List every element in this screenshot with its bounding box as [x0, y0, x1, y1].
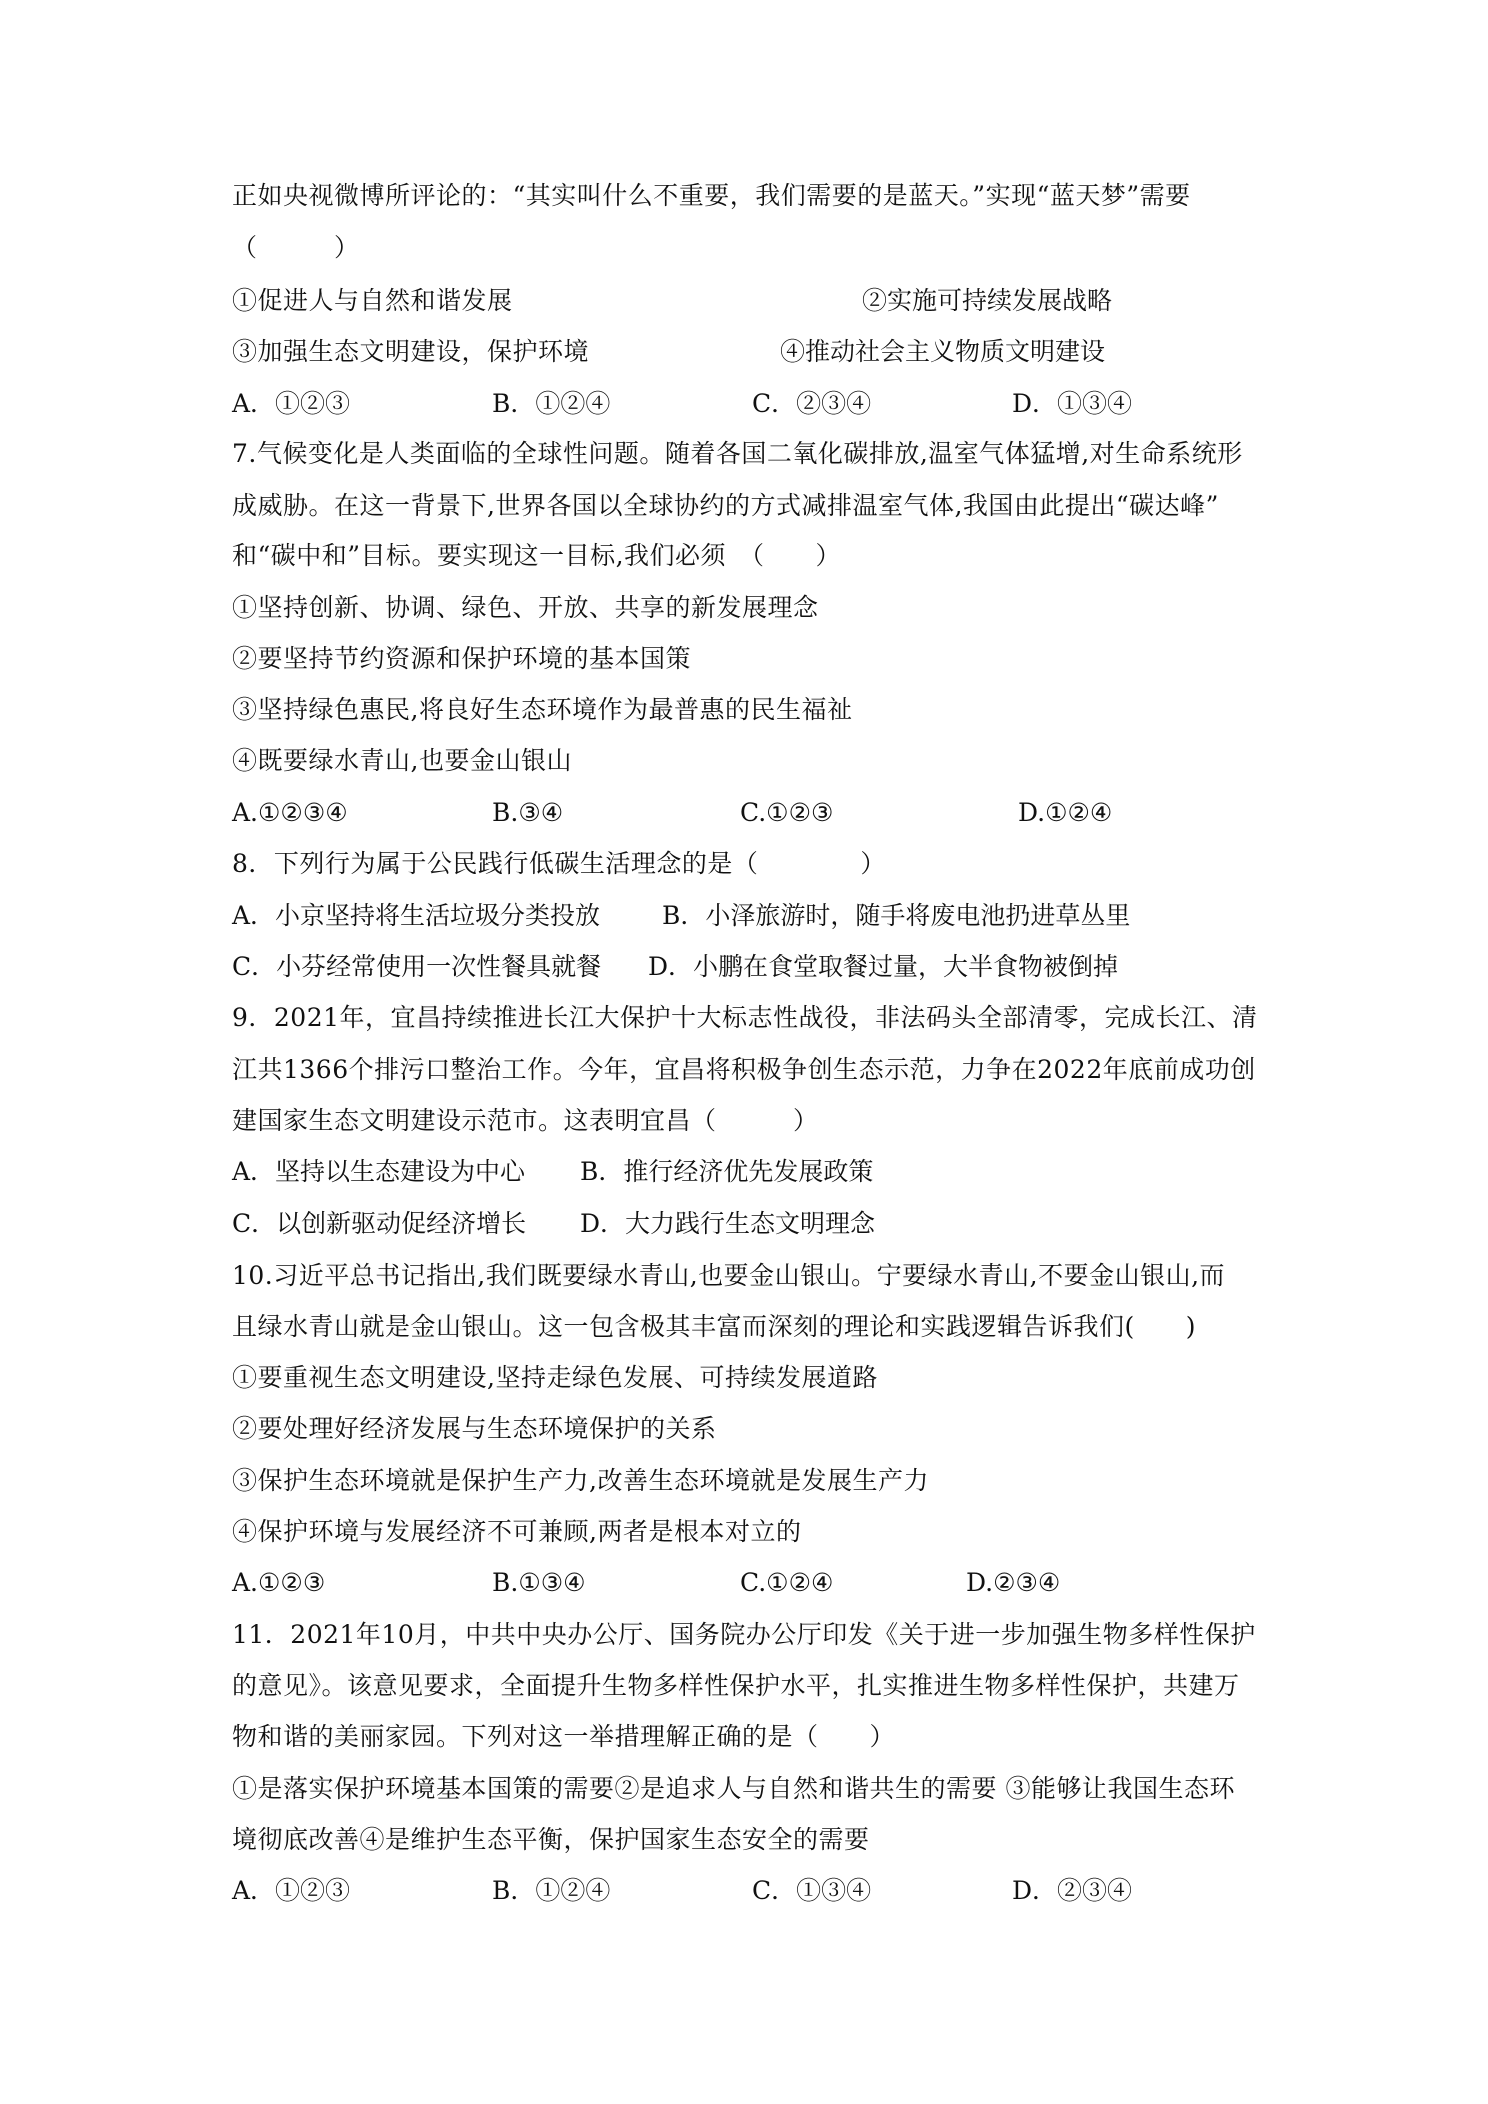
q10-item3: ③保护生态环境就是保护生产力,改善生态环境就是发展生产力 — [232, 1466, 929, 1495]
q9-stem-line2: 江共1366个排污口整治工作。今年，宜昌将积极争创生态示范，力争在2022年底前成功创 — [232, 1055, 1256, 1084]
q11-option-a: A．①②③ — [232, 1876, 351, 1905]
q9-option-d: D．大力践行生态文明理念 — [580, 1209, 876, 1238]
q10-option-b: B.①③④ — [492, 1568, 586, 1597]
q10-item4: ④保护环境与发展经济不可兼顾,两者是根本对立的 — [232, 1517, 802, 1546]
q9-option-a: A．坚持以生态建设为中心 — [232, 1157, 526, 1186]
q10-option-a: A.①②③ — [232, 1568, 326, 1597]
q10-item2: ②要处理好经济发展与生态环境保护的关系 — [232, 1414, 717, 1443]
q6-option-a: A．①②③ — [232, 389, 351, 418]
q10-stem-line1: 10.习近平总书记指出,我们既要绿水青山,也要金山银山。宁要绿水青山,不要金山银山,而 — [232, 1261, 1226, 1290]
q7-stem-line3: 和“碳中和”目标。要实现这一目标,我们必须 （ ） — [232, 541, 842, 570]
q6-item3: ③加强生态文明建设，保护环境 — [232, 337, 590, 366]
q8-stem: 8．下列行为属于公民践行低碳生活理念的是（ ） — [232, 849, 886, 878]
q10-stem-line2: 且绿水青山就是金山银山。这一包含极其丰富而深刻的理论和实践逻辑告诉我们( ) — [232, 1312, 1197, 1341]
q11-option-b: B．①②④ — [492, 1876, 611, 1905]
q6-item2: ②实施可持续发展战略 — [862, 286, 1113, 315]
q11-stem-line2: 的意见》。该意见要求，全面提升生物多样性保护水平，扎实推进生物多样性保护，共建万 — [232, 1671, 1240, 1700]
q8-option-c: C．小芬经常使用一次性餐具就餐 — [232, 952, 602, 981]
q10-item1: ①要重视生态文明建设,坚持走绿色发展、可持续发展道路 — [232, 1363, 878, 1392]
q6-item1: ①促进人与自然和谐发展 — [232, 286, 513, 315]
q6-stem-line1: 正如央视微博所评论的：“其实叫什么不重要，我们需要的是蓝天。”实现“蓝天梦”需要 — [232, 181, 1191, 210]
q11-items-line1: ①是落实保护环境基本国策的需要②是追求人与自然和谐共生的需要 ③能够让我国生态环 — [232, 1774, 1235, 1803]
q7-option-b: B.③④ — [492, 798, 564, 827]
q10-option-c: C.①②④ — [740, 1568, 834, 1597]
q9-option-c: C．以创新驱动促经济增长 — [232, 1209, 527, 1238]
q6-item4: ④推动社会主义物质文明建设 — [780, 337, 1106, 366]
q11-stem-line3: 物和谐的美丽家园。下列对这一举措理解正确的是（ ） — [232, 1722, 896, 1751]
q11-items-line2: 境彻底改善④是维护生态平衡，保护国家生态安全的需要 — [232, 1825, 870, 1854]
q7-option-a: A.①②③④ — [232, 798, 348, 827]
q7-option-c: C.①②③ — [740, 798, 834, 827]
q11-option-d: D．②③④ — [1012, 1876, 1133, 1905]
q7-stem-line2: 成威胁。在这一背景下,世界各国以全球协约的方式减排温室气体,我国由此提出“碳达峰” — [232, 491, 1219, 520]
q11-option-c: C．①③④ — [752, 1876, 872, 1905]
q8-option-d: D．小鹏在食堂取餐过量，大半食物被倒掉 — [648, 952, 1119, 981]
q8-option-a: A．小京坚持将生活垃圾分类投放 — [232, 901, 601, 930]
q10-option-d: D.②③④ — [966, 1568, 1061, 1597]
q9-stem-line3: 建国家生态文明建设示范市。这表明宜昌（ ） — [232, 1106, 819, 1135]
q7-item1: ①坚持创新、协调、绿色、开放、共享的新发展理念 — [232, 593, 819, 622]
q6-option-d: D．①③④ — [1012, 389, 1133, 418]
q6-stem-line2: （ ） — [232, 233, 360, 262]
q7-option-d: D.①②④ — [1018, 798, 1113, 827]
q6-option-c: C．②③④ — [752, 389, 872, 418]
q7-item4: ④既要绿水青山,也要金山银山 — [232, 746, 572, 775]
q7-stem-line1: 7.气候变化是人类面临的全球性问题。随着各国二氧化碳排放,温室气体猛增,对生命系统形 — [232, 439, 1243, 468]
q7-item3: ③坚持绿色惠民,将良好生态环境作为最普惠的民生福祉 — [232, 695, 853, 724]
q9-stem-line1: 9．2021年，宜昌持续推进长江大保护十大标志性战役，非法码头全部清零，完成长江、清 — [232, 1003, 1258, 1032]
q11-stem-line1: 11．2021年10月，中共中央办公厅、国务院办公厅印发《关于进一步加强生物多样性保护 — [232, 1620, 1256, 1649]
q9-option-b: B．推行经济优先发展政策 — [580, 1157, 874, 1186]
q6-option-b: B．①②④ — [492, 389, 611, 418]
q7-item2: ②要坚持节约资源和保护环境的基本国策 — [232, 644, 692, 673]
q8-option-b: B．小泽旅游时，随手将废电池扔进草丛里 — [662, 901, 1131, 930]
